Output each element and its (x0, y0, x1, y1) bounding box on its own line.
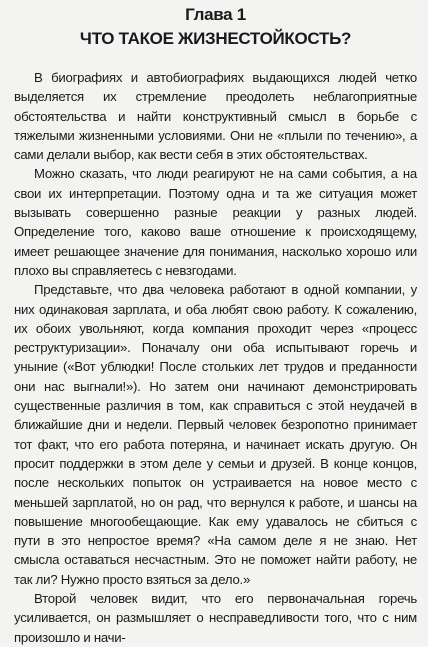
paragraph: В биографиях и автобиографиях выдающихся людей четко выделяется их стремление преодолеть неблагоприятные обстоятельства и найти конструктивный смысл в борьбе с тяжелыми жизненными условиями. Они не «плыли по течению», а сами делали выбор, как вести себя в этих обстоятельствах. (14, 70, 417, 163)
paragraph: Представьте, что два человека работают в одной компании, у них одинаковая зарплата, и оба любят свою работу. К сожалению, их обоих увольняют, когда компания проходит через «процесс реструктуризации». Поначалу они оба испытывают горечь и уныние («Вот ублюдки! После стольких лет трудов и преданности они нас выгнали!»). Но затем они начинают демонстрировать существенные различия в том, как справиться с этой неудачей в ближайшие дни и недели. Первый человек безропотно принимает тот факт, что его работа потеряна, и начинает искать другую. Он просит поддержки в этом деле у семьи и друзей. В конце концов, после нескольких попыток он устраивается на новое место с меньшей зарплатой, но он рад, что вернулся к работе, и шансы на повышение многообещающие. Как ему удавалось не сбиться с пути в это непростое время? «На самом деле я не знаю. Нет смысла оставаться несчастным. Это не поможет найти работу, не так ли? Нужно просто взяться за дело.» (14, 282, 417, 587)
chapter-number: Глава 1 (185, 5, 246, 24)
chapter-body (14, 68, 417, 647)
paragraph: Второй человек видит, что его первоначальная горечь усиливается, он размышляет о несправедливости того, что с ним произошло и начи- (14, 591, 417, 645)
chapter-title: ЧТО ТАКОЕ ЖИЗНЕСТОЙКОСТЬ? (79, 29, 352, 48)
paragraph: Можно сказать, что люди реагируют не на сами события, а на свои их интерпретации. Поэтому одна и та же ситуация может вызывать совершенно разные реакции у разных людей. Определение того, каково ваше отношение к происходящему, имеет решающее значение для понимания, насколько хорошо или плохо вы справляетесь с невзгодами. (14, 166, 417, 278)
